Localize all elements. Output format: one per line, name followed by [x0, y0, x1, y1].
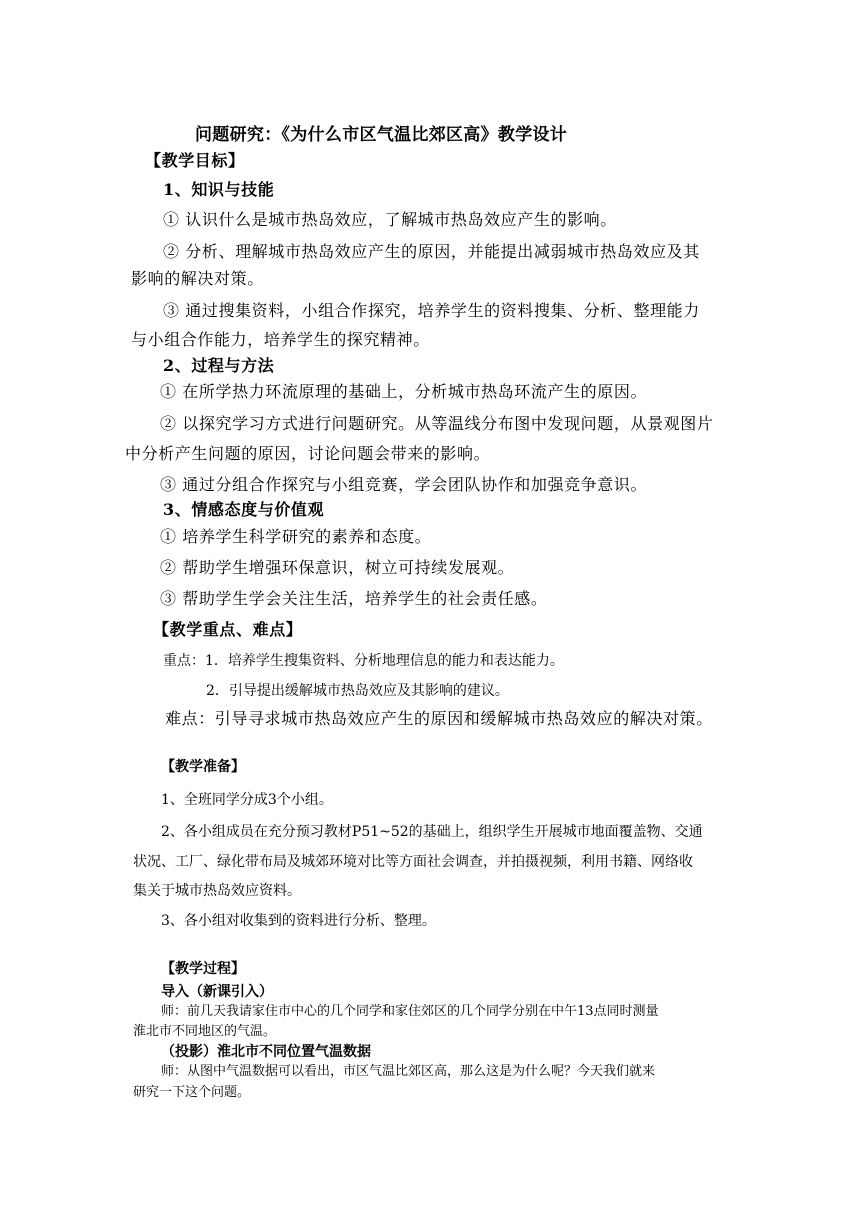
- objective-text: 与小组合作能力，培养学生的探究精神。: [131, 330, 430, 349]
- projection-heading: （投影）淮北市不同位置气温数据: [161, 1044, 371, 1060]
- process-method-heading: 2、过程与方法: [163, 356, 275, 375]
- prep-text: 状况、工厂、绿化带布局及城郊环境对比等方面社会调查，并拍摄视频，利用书籍、网络收: [133, 854, 693, 870]
- objectives-heading: 【教学目标】: [145, 151, 245, 170]
- objective-text: ③ 通过搜集资料，小组合作探究，培养学生的资料搜集、分析、整理能力: [163, 301, 700, 320]
- objective-text: ③ 通过分组合作探究与小组竞赛，学会团队协作和加强竞争意识。: [160, 475, 648, 494]
- objective-text: ① 在所学热力环流原理的基础上，分析城市热岛环流产生的原因。: [160, 382, 648, 401]
- intro-heading: 导入（新课引入）: [161, 984, 273, 1000]
- objective-text: ② 帮助学生增强环保意识，树立可持续发展观。: [160, 558, 515, 577]
- prep-text: 1、全班同学分成3个小组。: [161, 792, 333, 808]
- prep-text: 2、各小组成员在充分预习教材P51~52的基础上，组织学生开展城市地面覆盖物、交通: [161, 824, 703, 840]
- prep-text: 集关于城市热岛效应资料。: [133, 883, 301, 899]
- knowledge-skills-heading: 1、知识与技能: [163, 180, 275, 199]
- prep-text: 3、各小组对收集到的资料进行分析、整理。: [161, 913, 436, 929]
- objective-text: ② 分析、理解城市热岛效应产生的原因，并能提出减弱城市热岛效应及其: [163, 242, 700, 261]
- objective-text: ③ 帮助学生学会关注生活，培养学生的社会责任感。: [160, 589, 548, 608]
- process-text: 淮北市不同地区的气温。: [133, 1024, 277, 1039]
- keypoints-heading: 【教学重点、难点】: [153, 620, 303, 639]
- objective-text: 影响的解决对策。: [131, 269, 264, 288]
- objective-text: ① 培养学生科学研究的素养和态度。: [160, 527, 432, 546]
- prep-heading: 【教学准备】: [161, 759, 245, 775]
- process-heading: 【教学过程】: [161, 961, 245, 977]
- process-text: 研究一下这个问题。: [133, 1085, 251, 1100]
- objective-text: ② 以探究学习方式进行问题研究。从等温线分布图中发现问题，从景观图片: [160, 414, 714, 433]
- objective-text: 中分析产生问题的原因，讨论问题会带来的影响。: [125, 444, 491, 463]
- emotion-values-heading: 3、情感态度与价值观: [163, 500, 325, 519]
- keypoint-text: 重点：1．培养学生搜集资料、分析地理信息的能力和表达能力。: [163, 653, 564, 669]
- process-text: 师：从图中气温数据可以看出，市区气温比郊区高，那么这是为什么呢？今天我们就来: [161, 1064, 656, 1079]
- process-text: 师：前几天我请家住市中心的几个同学和家住郊区的几个同学分别在中午13点同时测量: [161, 1004, 659, 1019]
- objective-text: ① 认识什么是城市热岛效应，了解城市热岛效应产生的影响。: [163, 210, 617, 229]
- keypoint-text: 2．引导提出缓解城市热岛效应及其影响的建议。: [206, 683, 509, 699]
- difficulty-text: 难点：引导寻求城市热岛效应产生的原因和缓解城市热岛效应的解决对策。: [165, 709, 713, 728]
- document-title: 问题研究：《为什么市区气温比郊区高》教学设计: [195, 125, 568, 145]
